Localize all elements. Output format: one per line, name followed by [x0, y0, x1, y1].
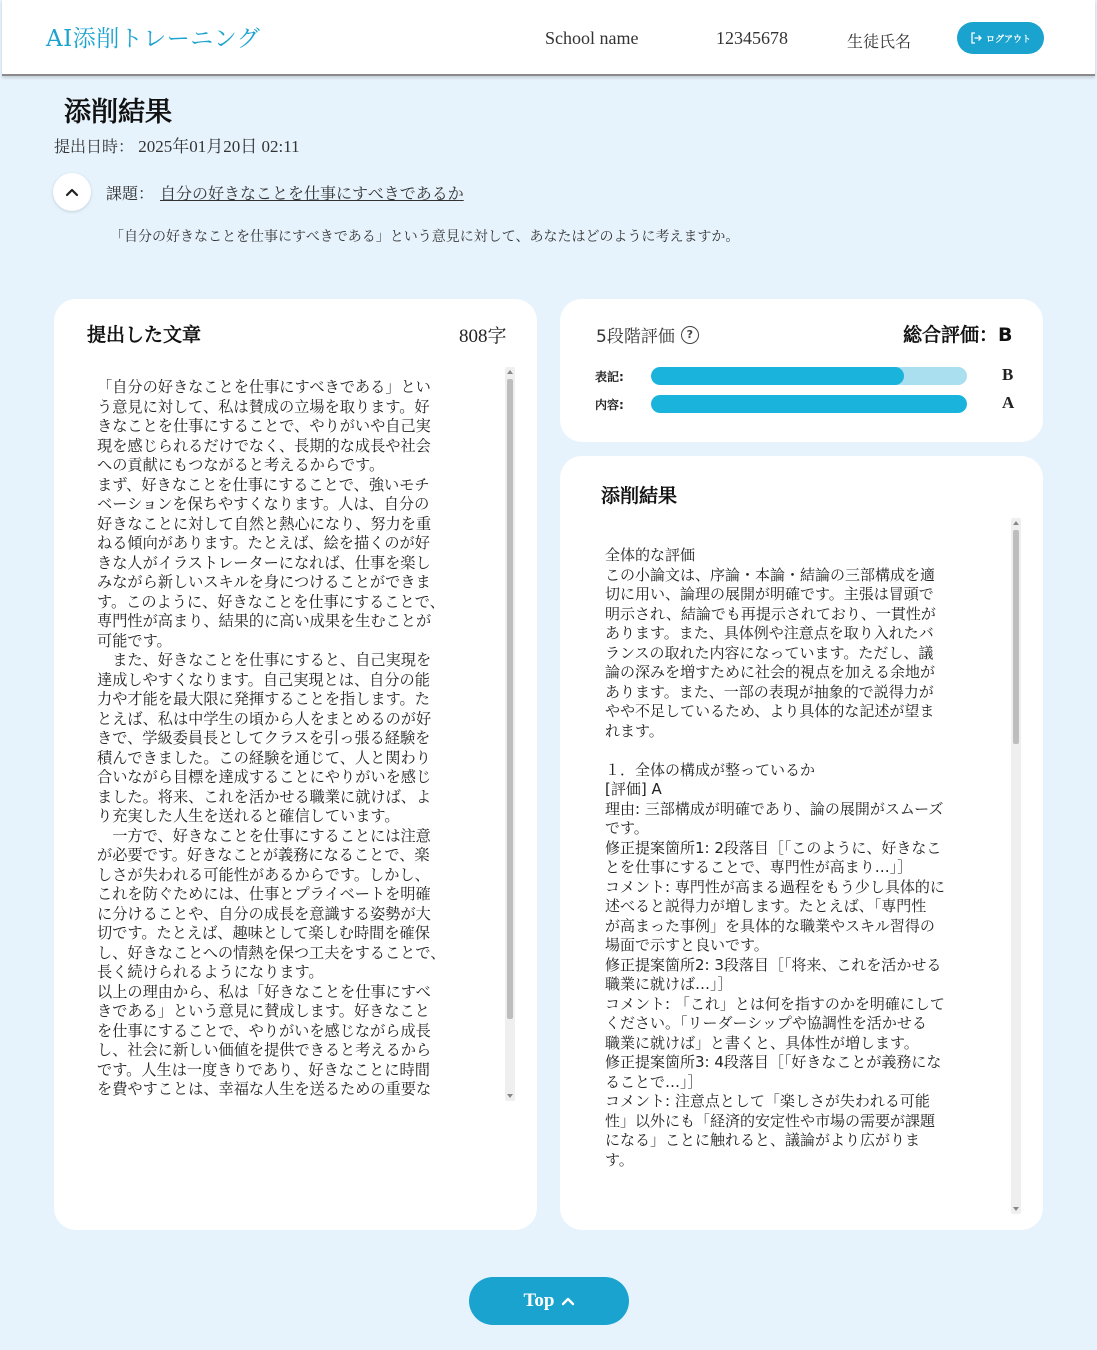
task-collapse-button[interactable] — [53, 173, 91, 211]
score-bar-fill-content — [651, 395, 967, 413]
essay-line: 力や才能を最大限に発揮することを指します。た — [97, 690, 430, 708]
essay-line: 可能です。 — [97, 631, 172, 650]
result-scrollbar[interactable] — [1011, 518, 1021, 1214]
essay-line: 切です。たとえば、趣味として楽しむ時間を確保 — [97, 924, 430, 942]
score-bar-fill-notation — [651, 367, 904, 385]
essay-line: に分けることや、自分の成長を意識する姿勢が大 — [97, 904, 431, 923]
result-line: す。 — [605, 1150, 634, 1169]
scroll-up-arrow-icon[interactable] — [507, 370, 513, 374]
essay-line: り充実した人生を送れると確信しています。 — [97, 807, 400, 825]
result-line: [評価] A — [605, 780, 662, 798]
essay-line: しさが失われる可能性があるからです。しかし、 — [97, 865, 430, 884]
overall-grade — [903, 320, 1013, 347]
result-line: 明示され、結論でも再提示されており、一貫性が — [605, 604, 936, 623]
essay-line: ベーションを保ちやすくなります。人は、自分の — [97, 495, 430, 513]
essay-line: まず、好きなことを仕事にすることで、強いモチ — [97, 475, 430, 494]
chevron-up-icon — [65, 187, 79, 197]
student-id: 12345678 — [716, 28, 788, 48]
top-label: Top — [523, 1290, 555, 1311]
chevron-up-icon — [561, 1296, 575, 1306]
task-title-link[interactable]: 自分の好きなことを仕事にすべきであるか — [160, 184, 464, 203]
score-label-notation: 表記: — [595, 370, 624, 384]
score-heading-label: 5段階評価 — [596, 327, 675, 347]
submit-date-value: 2025年01月20日 02:11 — [138, 137, 300, 156]
essay-line: 一方で、好きなことを仕事にすることには注意 — [97, 826, 431, 845]
result-line: ることで…」］ — [605, 1072, 703, 1091]
result-line: コメント: 専門性が高まる過程をもう少し具体的に — [605, 877, 945, 896]
essay-line: う意見に対して、私は賛成の立場を取ります。好 — [97, 397, 430, 416]
essay-line: です。人生は一度きりであり、好きなことに時間 — [97, 1060, 430, 1079]
result-line: あります。また、一部の表現が抽象的で説得力が — [605, 682, 934, 701]
essay-line: ました。将来、これを活かせる職業に就けば、よ — [97, 787, 432, 806]
overall-label: 総合評価： — [903, 324, 999, 346]
result-line: やや不足しているため、より具体的な記述が望ま — [605, 702, 935, 720]
school-name: School name — [545, 28, 639, 48]
essay-line: を仕事にすることで、やりがいを感じながら成長 — [97, 1021, 431, 1040]
result-heading: 添削結果 — [601, 485, 678, 507]
result-line: 修正提案箇所2: 3段落目［「将来、これを活かせる — [605, 955, 942, 974]
task-row — [106, 181, 464, 204]
essay-line: きで、学級委員長としてクラスを引っ張る経験を — [97, 729, 431, 747]
score-grade-content: A — [1002, 393, 1015, 412]
char-count: 808字 — [459, 326, 507, 347]
overall-grade-value: B — [998, 324, 1013, 346]
result-line: 全体的な評価 — [605, 546, 696, 564]
result-line: 切に用い、論理の展開が明確です。主張は冒頭で — [605, 585, 934, 603]
essay-heading: 提出した文章 — [87, 324, 202, 346]
submit-date — [54, 132, 300, 157]
result-line: が高まった事例」を具体的な職業やスキル習得の — [605, 916, 935, 935]
essay-text[interactable] — [97, 378, 469, 1098]
essay-line: し、好きなことへの情熱を保つ工夫をすることで、 — [97, 943, 446, 962]
result-line: です。 — [605, 819, 649, 837]
essay-line: 長く続けられるようになります。 — [97, 963, 324, 981]
essay-line: これを防ぐためには、仕事とプライベートを明確 — [97, 885, 431, 903]
result-line: 修正提案箇所1: 2段落目［「このように、好きなこ — [605, 838, 942, 857]
essay-line: とえば、私は中学生の頃から人をまとめるのが好 — [97, 709, 432, 728]
help-icon[interactable]: ? — [681, 326, 699, 344]
result-line: コメント: 注意点として「楽しさが失われる可能 — [605, 1092, 930, 1110]
essay-line: 現を感じられるだけでなく、長期的な成長や社会 — [97, 436, 431, 455]
result-line: コメント: 「これ」とは何を指すのかを明確にして — [605, 994, 945, 1013]
essay-line: ねる傾向があります。たとえば、絵を描くのが好 — [97, 534, 430, 552]
essay-line: への貢献にもつながると考えるからです。 — [97, 456, 385, 474]
result-scroll-thumb[interactable] — [1013, 530, 1019, 744]
result-line: この小論文は、序論・本論・結論の三部構成を適 — [605, 565, 936, 584]
result-line: 理由: 三部構成が明確であり、論の展開がスムーズ — [605, 799, 944, 818]
essay-line: す。このように、好きなことを仕事にすることで、 — [97, 592, 445, 611]
essay-line: 専門性が高まり、結果的に高い成果を生むことが — [97, 612, 432, 630]
app-header — [2, 0, 1095, 76]
result-line: ランスの取れた内容になっています。ただし、議 — [605, 643, 934, 662]
essay-line: きである」という意見に賛成します。好きなこと — [97, 1002, 430, 1020]
result-line: 職業に就けば」と書くと、具体性が増します。 — [605, 1033, 919, 1052]
result-line: 述べると説得力が増します。たとえば、「専門性 — [605, 897, 927, 915]
result-line: れます。 — [605, 721, 664, 740]
page-title: 添削結果 — [64, 97, 172, 128]
essay-line: また、好きなことを仕事にすると、自己実現を — [97, 651, 432, 669]
essay-line: が必要です。好きなことが義務になることで、楽 — [97, 846, 430, 864]
result-line: 修正提案箇所3: 4段落目［「好きなことが義務にな — [605, 1053, 942, 1071]
submit-date-label: 提出日時： — [54, 137, 135, 156]
scroll-down-arrow-icon[interactable] — [1013, 1207, 1019, 1211]
result-text[interactable] — [605, 546, 975, 1186]
task-label: 課題： — [106, 184, 155, 203]
score-grade-notation: B — [1002, 365, 1014, 384]
result-line — [605, 741, 975, 761]
score-label-content: 内容: — [595, 398, 624, 412]
logout-label: ログアウト — [985, 34, 1031, 45]
result-line: 場面で示すと良いです。 — [605, 936, 769, 954]
essay-line: 以上の理由から、私は「好きなことを仕事にすべ — [97, 982, 431, 1001]
scroll-down-arrow-icon[interactable] — [507, 1094, 513, 1098]
essay-line: を費やすことは、幸福な人生を送るための重要な — [97, 1080, 432, 1098]
logout-icon — [970, 32, 982, 44]
result-line: になる」ことに触れると、議論がより広がりま — [605, 1131, 921, 1149]
logout-button[interactable] — [957, 22, 1044, 54]
essay-line: 達成しやすくなります。自己実現とは、自分の能 — [97, 670, 430, 689]
score-heading — [596, 322, 699, 347]
score-bar-content — [651, 395, 967, 413]
essay-line: 合いながら目標を達成することにやりがいを感じ — [97, 768, 432, 786]
result-line: ください。「リーダーシップや協調性を活かせる — [605, 1014, 927, 1032]
result-line: 性」以外にも「経済的安定性や市場の需要が課題 — [605, 1111, 936, 1130]
scroll-up-arrow-icon[interactable] — [1013, 521, 1019, 525]
essay-line: 好きなことに対して自然と熱心になり、努力を重 — [97, 514, 432, 533]
essay-line: 積んできました。この経験を通じて、人と関わり — [97, 748, 431, 767]
result-line: 職業に就けば…」］ — [605, 975, 733, 993]
essay-scroll-thumb[interactable] — [507, 379, 513, 1019]
app-title[interactable]: AI添削トレーニング — [46, 26, 261, 52]
result-line: １．全体の構成が整っているか — [605, 760, 816, 779]
score-bar-notation — [651, 367, 967, 385]
essay-line: 「自分の好きなことを仕事にすべきである」とい — [97, 378, 431, 396]
result-line: あります。また、具体例や注意点を取り入れたバ — [605, 624, 934, 642]
essay-line: きな人がイラストレーターになれば、仕事を楽し — [97, 553, 431, 572]
result-line: 論の深みを増すために社会的視点を加える余地が — [605, 663, 936, 681]
student-name: 生徒氏名 — [847, 32, 912, 51]
essay-scrollbar[interactable] — [505, 367, 515, 1101]
essay-line: みながら新しいスキルを身につけることができま — [97, 573, 431, 591]
essay-line: きなことを仕事にすることで、やりがいや自己実 — [97, 417, 431, 435]
task-description: 「自分の好きなことを仕事にすべきである」という意見に対して、あなたはどのように考えますか。 — [110, 229, 740, 245]
essay-line: し、社会に新しい価値を提供できると考えるから — [97, 1041, 432, 1059]
top-button[interactable] — [469, 1277, 629, 1325]
result-line: とを仕事にすることで、専門性が高まり…」］ — [605, 858, 913, 876]
